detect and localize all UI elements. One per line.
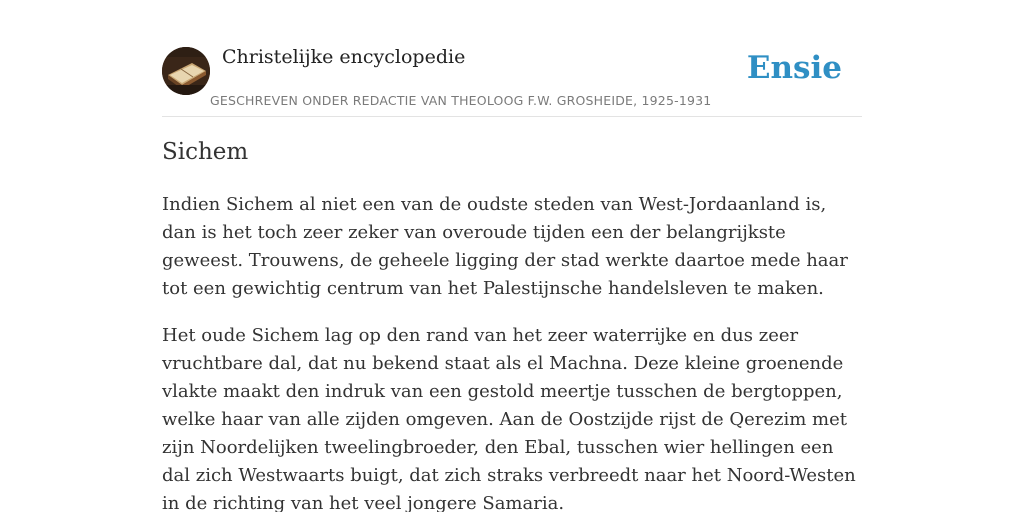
- site-subtitle: GESCHREVEN ONDER REDACTIE VAN THEOLOOG F.W. GROSHEIDE, 1925-1931: [210, 93, 712, 108]
- ensie-logo[interactable]: Ensie: [746, 50, 842, 86]
- book-photo-icon[interactable]: [162, 47, 210, 95]
- article-paragraph: Het oude Sichem lag op den rand van het zeer waterrijke en dus zeer vruchtbare dal, dat nu bekend staat als el Machna. Deze kleine groenende vlakte maakt den indruk van een gestold meertje tusschen de bergtoppen, welke haar van alle zijden omgeven. Aan de Oostzijde rijst de Qerezim met zijn Noordelijken tweelingbroeder, den Ebal, tusschen wier hellingen een dal zich Westwaarts buigt, dat zich straks verbreedt naar het Noord-Westen in de richting van het veel jongere Samaria.: [162, 325, 856, 512]
- article-title: Sichem: [162, 139, 249, 165]
- article-body: [162, 191, 862, 512]
- site-name[interactable]: Christelijke encyclopedie: [222, 46, 466, 68]
- site-header: [162, 44, 862, 117]
- article-paragraph: Indien Sichem al niet een van de oudste steden van West-Jordaanland is, dan is het toch zeer zeker van overoude tijden een der belangrijkste geweest. Trouwens, de geheele ligging der stad werkte daartoe mede haar tot een gewichtig centrum van het Palestijnsche handelsleven te maken.: [162, 194, 848, 299]
